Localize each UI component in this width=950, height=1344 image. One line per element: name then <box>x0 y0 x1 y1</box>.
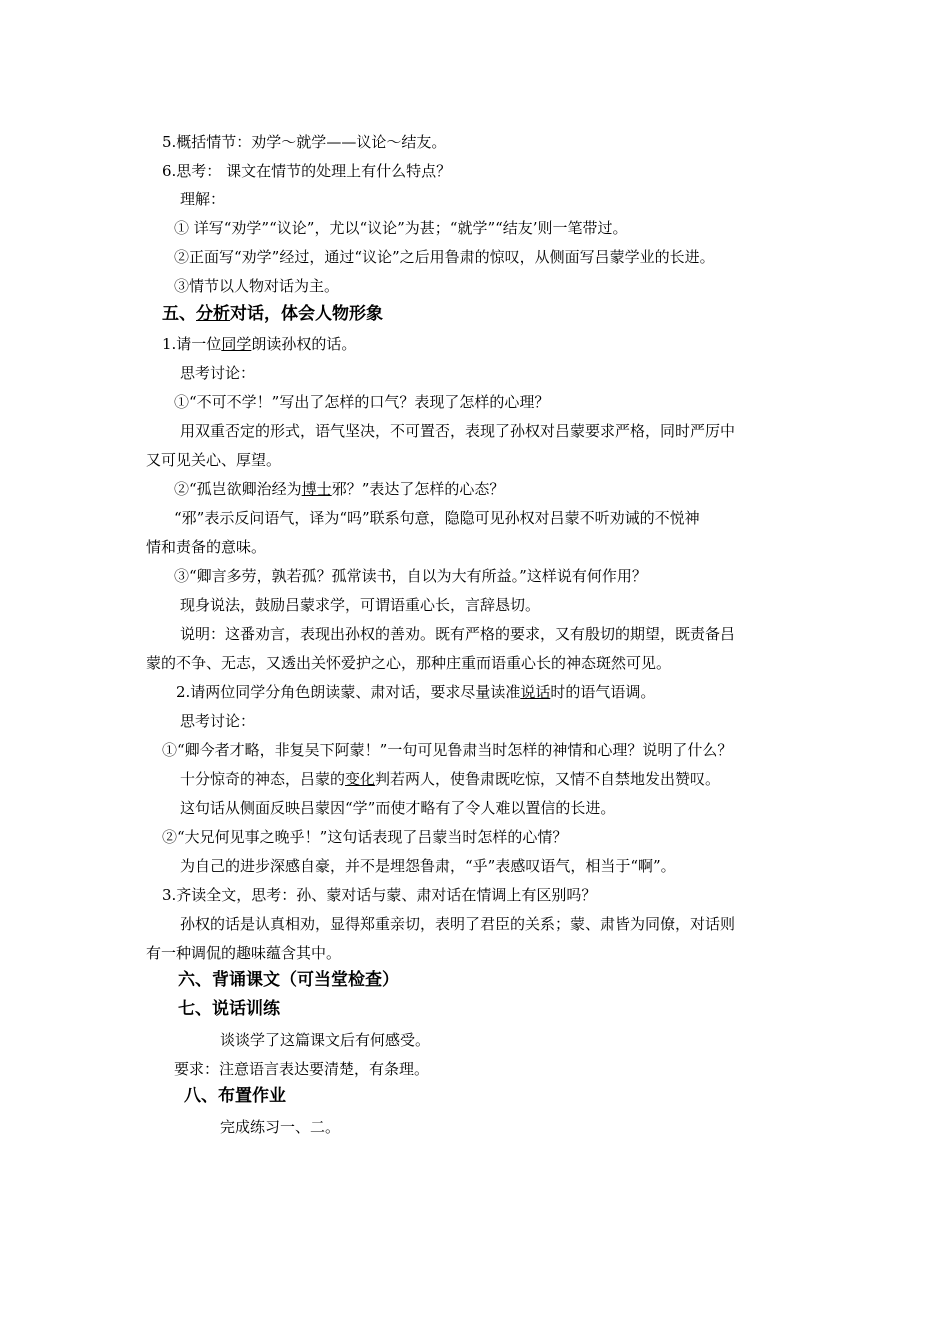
line-speaking-task: 谈谈学了这篇课文后有何感受。 <box>220 1031 431 1049</box>
line-task-3: 3.齐读全文，思考：孙、蒙对话与蒙、肃对话在情调上有区别吗？ <box>162 886 597 904</box>
heading-section-8: 八、布置作业 <box>184 1086 286 1106</box>
line-q4: ①“卿今者才略，非复吴下阿蒙！”一句可见鲁肃当时怎样的神情和心理？说明了什么？ <box>162 741 733 759</box>
text: ②“孤岂欲卿治经为 <box>174 480 302 498</box>
line-a5: 为自己的进步深感自豪，并不是埋怨鲁肃，“乎”表感叹语气，相当于“啊”。 <box>180 857 676 875</box>
text: 2.请两位同学分角色朗读蒙、肃对话，要求尽量读准 <box>176 683 521 701</box>
text: 时的语气语调。 <box>550 683 656 701</box>
line-point-3: ③情节以人物对话为主。 <box>174 277 340 295</box>
underlined-text: 同学 <box>221 335 252 353</box>
line-5-plot-summary: 5.概括情节：劝学～就学——议论～结友。 <box>162 133 447 151</box>
line-a3: 现身说法，鼓励吕蒙求学，可谓语重心长，言辞恳切。 <box>180 596 541 614</box>
line-a6: 孙权的话是认真相劝，显得郑重亲切，表明了君臣的关系；蒙、肃皆为同僚，对话则 <box>180 915 736 933</box>
line-q1: ①“不可不学！”写出了怎样的口气？表现了怎样的心理？ <box>174 393 550 411</box>
text: 十分惊奇的神态，吕蒙的 <box>180 770 346 788</box>
line-note-cont: 蒙的不争、无志，又透出关怀爱护之心，那种庄重而语重心长的神态斑然可见。 <box>146 654 672 672</box>
line-task-1 <box>162 334 356 354</box>
line-a2: “邪”表示反问语气，译为“吗”联系句意，隐隐可见孙权对吕蒙不听劝诫的不悦神 <box>174 509 700 527</box>
line-q2 <box>174 479 504 499</box>
line-requirement: 要求：注意语言表达要清楚，有条理。 <box>174 1060 430 1078</box>
text: 判若两人，使鲁肃既吃惊，又情不自禁地发出赞叹。 <box>375 770 721 788</box>
line-discussion-label: 思考讨论： <box>180 364 256 382</box>
heading-section-7: 七、说话训练 <box>178 999 280 1019</box>
line-point-1: ① 详写“劝学”“议论”，尤以“议论”为甚；“就学”“结友’则一笔带过。 <box>174 219 628 237</box>
heading-section-5 <box>162 303 383 325</box>
line-task-2 <box>176 682 655 702</box>
line-understanding-label: 理解： <box>180 190 226 208</box>
line-a4 <box>180 769 720 789</box>
text: 邪？”表达了怎样的心态？ <box>331 480 505 498</box>
line-a2-cont: 情和责备的意味。 <box>146 538 267 556</box>
line-discussion-label-2: 思考讨论： <box>180 712 256 730</box>
line-homework: 完成练习一、二。 <box>220 1118 341 1136</box>
heading-section-6: 六、背诵课文（可当堂检查） <box>178 970 399 990</box>
line-a6-cont: 有一种调侃的趣味蕴含其中。 <box>146 944 342 962</box>
heading-5-prefix: 五、 <box>162 304 196 324</box>
heading-5-suffix: 对话，体会人物形象 <box>230 304 383 324</box>
underlined-text: 变化 <box>345 770 376 788</box>
underlined-text: 说话 <box>520 683 551 701</box>
line-point-2: ②正面写“劝学”经过，通过“议论”之后用鲁肃的惊叹，从侧面写吕蒙学业的长进。 <box>174 248 715 266</box>
line-q5: ②“大兄何见事之晚乎！”这句话表现了吕蒙当时怎样的心情？ <box>162 828 568 846</box>
text: 朗读孙权的话。 <box>251 335 357 353</box>
line-a1: 用双重否定的形式，语气坚决，不可置否，表现了孙权对吕蒙要求严格，同时严厉中 <box>180 422 736 440</box>
line-a4-cont: 这句话从侧面反映吕蒙因“学”而使才略有了令人难以置信的长进。 <box>180 799 616 817</box>
underlined-text: 博士 <box>301 480 332 498</box>
text: 1.请一位 <box>162 335 222 353</box>
line-note: 说明：这番劝言，表现出孙权的善劝。既有严格的要求，又有殷切的期望，既责备吕 <box>180 625 736 643</box>
line-a1-cont: 又可见关心、厚望。 <box>146 451 282 469</box>
line-6-question: 6.思考： 课文在情节的处理上有什么特点？ <box>162 162 452 180</box>
line-q3: ③“卿言多劳，孰若孤？孤常读书，自以为大有所益。”这样说有何作用？ <box>174 567 647 585</box>
heading-5-underlined: 分析 <box>196 304 230 324</box>
